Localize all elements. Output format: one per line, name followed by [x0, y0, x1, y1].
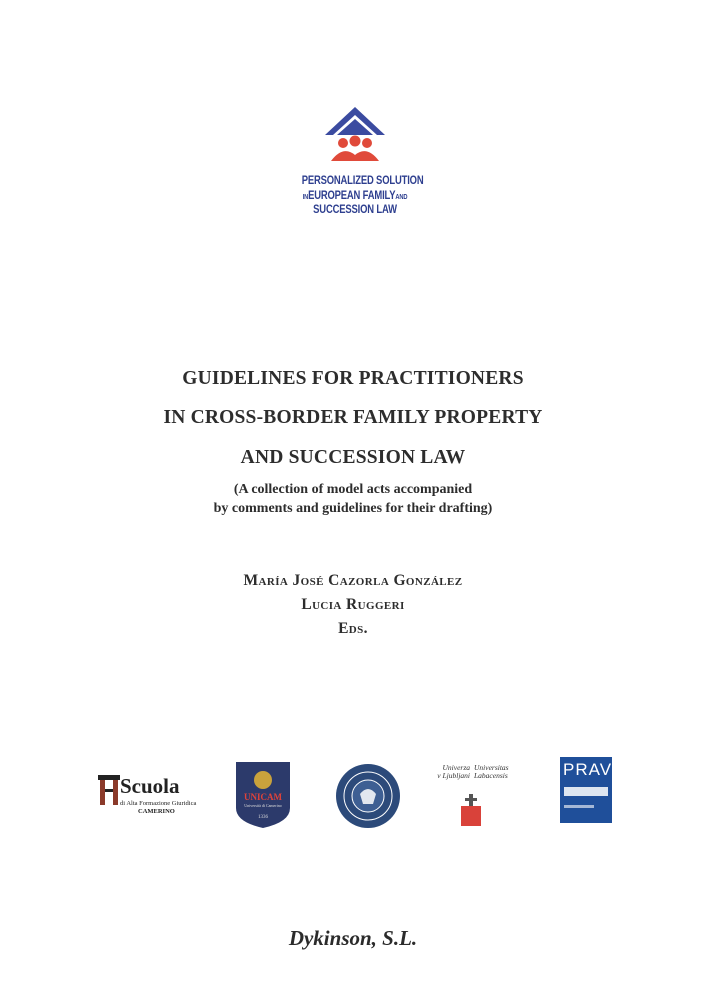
scuola-sub2: CAMERINO [138, 808, 175, 815]
project-name-line2: INEUROPEAN FAMILYAND [302, 190, 408, 202]
pravri-line [564, 805, 594, 808]
pravri-logo [560, 757, 632, 823]
subtitle [0, 480, 706, 518]
ljubljana-text-right: Universitas Labacensis [474, 763, 509, 780]
scuola-word: Scuola [120, 774, 180, 798]
ljubljana-text-left: Univerza v Ljubljani [437, 763, 470, 780]
subtitle-line1: (A collection of model acts accompanied [233, 482, 473, 497]
scuola-logo [98, 772, 218, 822]
pravri-word: PRAVRI [563, 760, 632, 779]
subtitle-line2: by comments and guidelines for their drafting) [213, 501, 493, 516]
editors-suffix: Eds. [338, 620, 368, 637]
publisher-logo: Dykinson, S.L. [288, 926, 418, 950]
project-name-line1: PERSONALIZED SOLUTION [301, 175, 424, 187]
unicam-sub: Università di Camerino [244, 803, 282, 808]
scuola-building-icon [98, 775, 120, 805]
editors [0, 569, 706, 641]
pravri-building [564, 787, 608, 796]
editor-name-1: María José Cazorla González [243, 572, 463, 589]
unicam-name: UNICAM [244, 792, 282, 802]
scuola-sub1: di Alta Formazione Giuridica [120, 800, 197, 807]
title-line2: IN CROSS-BORDER FAMILY PROPERTY [163, 407, 543, 428]
unicam-year: 1336 [258, 815, 268, 820]
project-name-line3: SUCCESSION LAW [313, 204, 397, 216]
ljubljana-emblem-icon [459, 786, 483, 826]
title-line3: AND SUCCESSION LAW [240, 447, 466, 468]
editor-name-2: Lucia Ruggeri [301, 596, 405, 613]
university-seal-icon [333, 762, 403, 830]
title-line1: GUIDELINES FOR PRACTITIONERS [182, 368, 524, 389]
ljubljana-logo [434, 762, 514, 828]
unicam-logo [234, 760, 292, 830]
house-family-icon [323, 105, 387, 165]
project-logo [290, 105, 424, 225]
